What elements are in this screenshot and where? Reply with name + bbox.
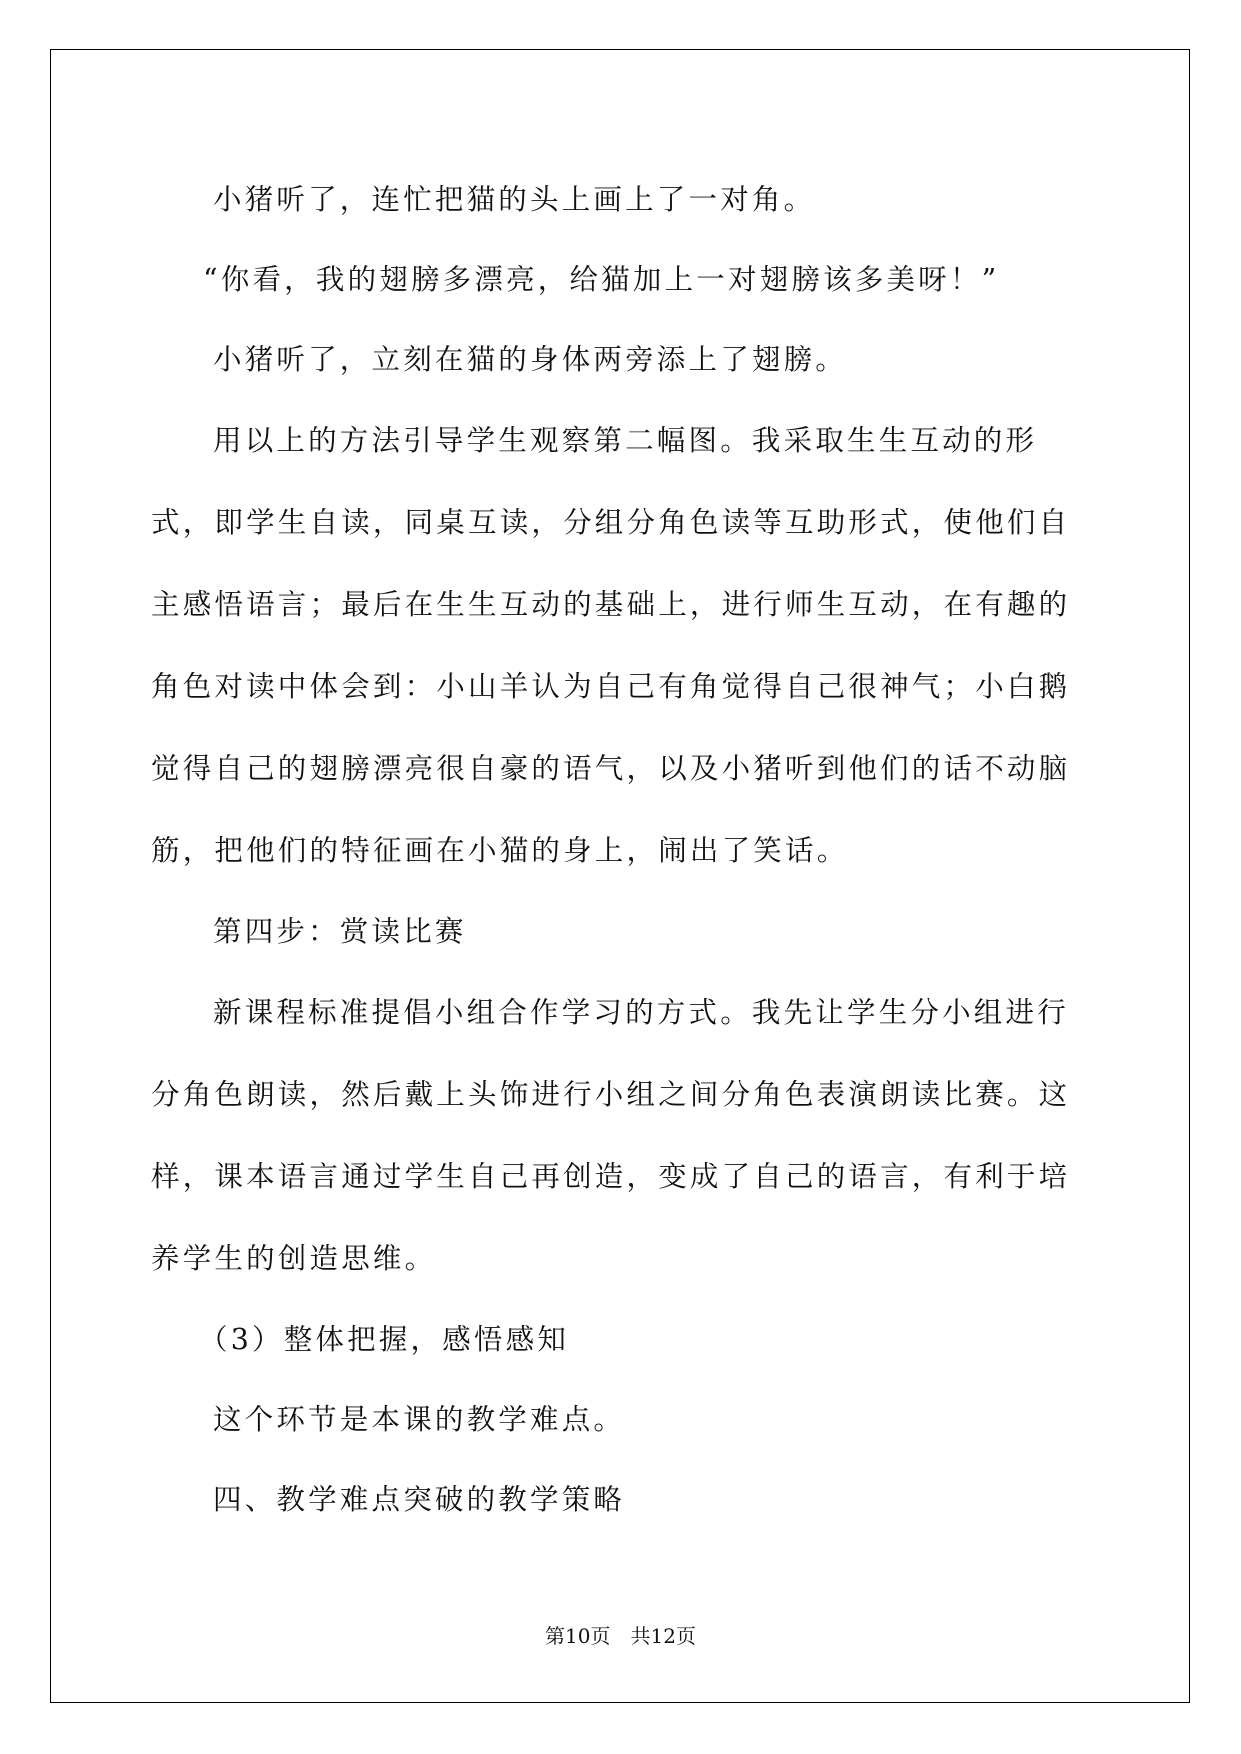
paragraph-6: 这个环节是本课的教学难点。 bbox=[213, 1403, 626, 1436]
document-body bbox=[151, 160, 1093, 1540]
section-heading-4: 四、教学难点突破的教学策略 bbox=[213, 1483, 626, 1516]
page-number: 第10页 共12页 bbox=[545, 1624, 696, 1648]
section-heading-step4: 第四步：赏读比赛 bbox=[213, 915, 467, 948]
paragraph-4: 用以上的方法引导学生观察第二幅图。我采取生生互动的形式，即学生自读，同桌互读，分组分角色读等互助形式，使他们自主感悟语言；最后在生生互动的基础上，进行师生互动，在有趣的角色对读中体会到：小山羊认为自己有角觉得自己很神气；小白鹅觉得自己的翅膀漂亮很自豪的语气，以及小猪听到他们的话不动脑筋，把他们的特征画在小猫的身上，闹出了笑话。 bbox=[151, 424, 1071, 867]
subheading-3: （3）整体把握，感悟感知 bbox=[199, 1323, 570, 1356]
paragraph-3: 小猪听了，立刻在猫的身体两旁添上了翅膀。 bbox=[213, 343, 848, 376]
paragraph-2: “你看，我的翅膀多漂亮，给猫加上一对翅膀该多美呀！” bbox=[203, 263, 1000, 296]
paragraph-1: 小猪听了，连忙把猫的头上画上了一对角。 bbox=[213, 183, 816, 216]
paragraph-5: 新课程标准提倡小组合作学习的方式。我先让学生分小组进行分角色朗读，然后戴上头饰进行小组之间分角色表演朗读比赛。这样，课本语言通过学生自己再创造，变成了自己的语言，有利于培养学生的创造思维。 bbox=[151, 996, 1071, 1275]
